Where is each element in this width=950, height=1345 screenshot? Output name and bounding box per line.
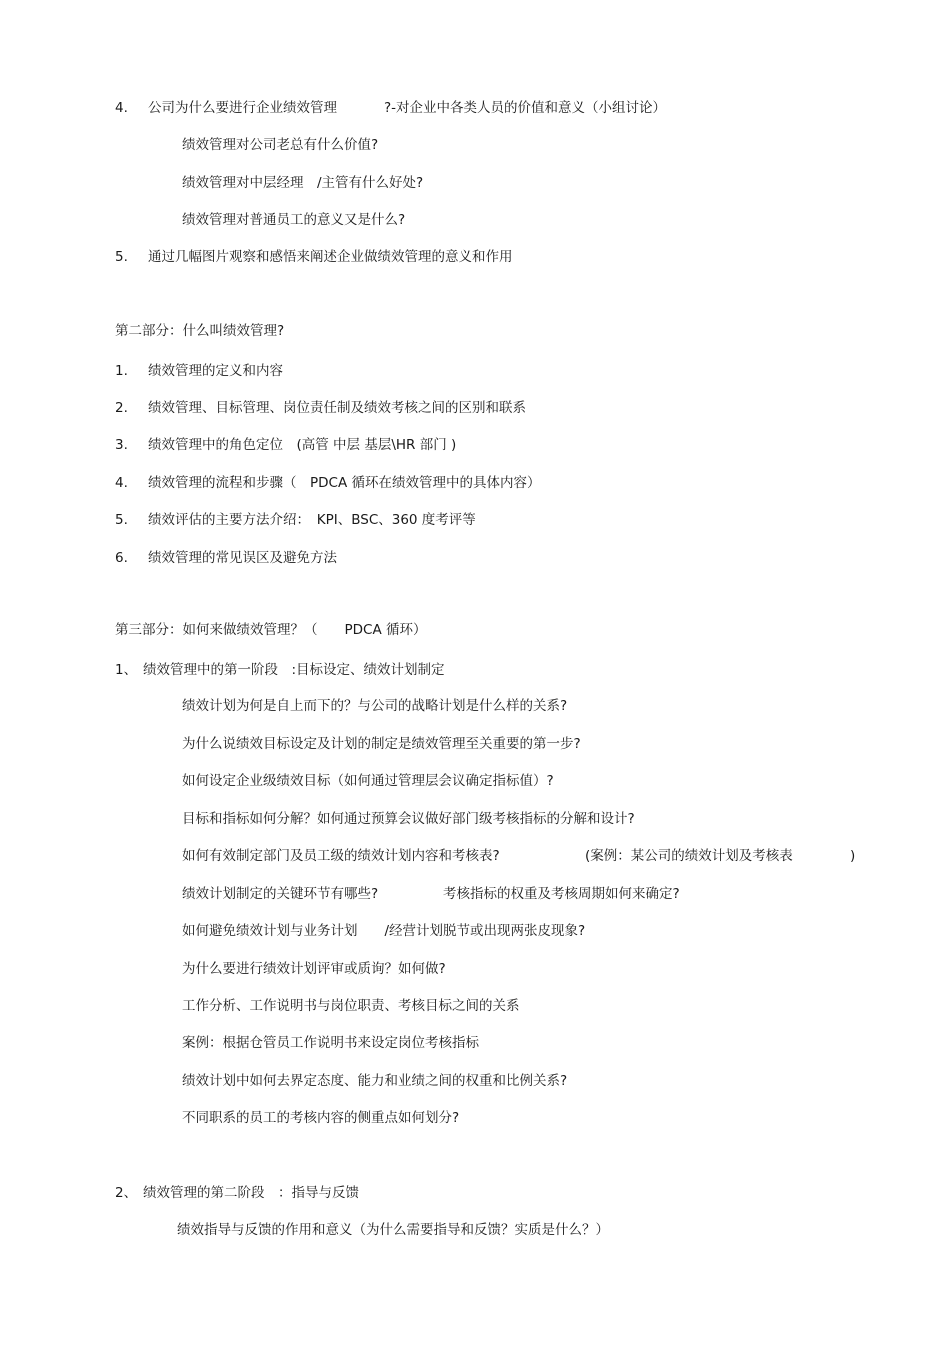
item-number: 2、 — [115, 1185, 138, 1201]
sub-item: 目标和指标如何分解？如何通过预算会议做好部门级考核指标的分解和设计? — [182, 811, 635, 827]
item-number: 2. — [115, 400, 128, 416]
weight-note: 考核指标的权重及考核周期如何来确定? — [443, 886, 680, 902]
sub-item: 绩效管理对中层经理 /主管有什么好处? — [182, 175, 424, 191]
item-text: 绩效管理的常见误区及避免方法 — [148, 550, 337, 566]
item-text: 绩效管理的第二阶段 ：指导与反馈 — [143, 1185, 359, 1201]
item-number: 5. — [115, 512, 128, 528]
sub-item: 不同职系的员工的考核内容的侧重点如何划分? — [182, 1110, 460, 1126]
sub-item: 绩效管理对普通员工的意义又是什么? — [182, 212, 406, 228]
sub-item: 绩效管理对公司老总有什么价值? — [182, 137, 379, 153]
item-text: 绩效管理的流程和步骤（ PDCA 循环在绩效管理中的具体内容） — [148, 475, 541, 491]
sub-item: 工作分析、工作说明书与岗位职责、考核目标之间的关系 — [182, 998, 520, 1014]
item-number: 4. — [115, 475, 128, 491]
item-text: 绩效管理的定义和内容 — [148, 363, 283, 379]
section-heading: 第三部分：如何来做绩效管理？（ PDCA 循环） — [115, 622, 427, 638]
sub-item: 案例：根据仓管员工作说明书来设定岗位考核指标 — [182, 1035, 479, 1051]
sub-item: 绩效计划制定的关键环节有哪些? — [182, 886, 379, 902]
item-number: 3. — [115, 437, 128, 453]
item-text: 绩效管理中的第一阶段 :目标设定、绩效计划制定 — [143, 662, 445, 678]
item-number: 6. — [115, 550, 128, 566]
sub-item: 如何避免绩效计划与业务计划 /经营计划脱节或出现两张皮现象? — [182, 923, 586, 939]
item-text: 绩效管理中的角色定位 (高管 中层 基层\HR 部门 ) — [148, 437, 457, 453]
sub-item: 为什么要进行绩效计划评审或质询？如何做? — [182, 961, 446, 977]
section-heading: 第二部分：什么叫绩效管理? — [115, 323, 285, 339]
item-text: 公司为什么要进行企业绩效管理 — [148, 100, 337, 116]
sub-item: 绩效计划中如何去界定态度、能力和业绩之间的权重和比例关系? — [182, 1073, 568, 1089]
sub-item: 绩效指导与反馈的作用和意义（为什么需要指导和反馈？实质是什么？） — [177, 1222, 609, 1238]
sub-item: 如何设定企业级绩效目标（如何通过管理层会议确定指标值）? — [182, 773, 554, 789]
item-text-tail: ?-对企业中各类人员的价值和意义（小组讨论） — [384, 100, 667, 116]
item-number: 4. — [115, 100, 128, 116]
item-text: 通过几幅图片观察和感悟来阐述企业做绩效管理的意义和作用 — [148, 249, 513, 265]
item-text: 绩效管理、目标管理、岗位责任制及绩效考核之间的区别和联系 — [148, 400, 526, 416]
sub-item: 为什么说绩效目标设定及计划的制定是绩效管理至关重要的第一步? — [182, 736, 581, 752]
item-number: 1、 — [115, 662, 138, 678]
item-number: 5. — [115, 249, 128, 265]
item-number: 1. — [115, 363, 128, 379]
sub-item: 绩效计划为何是自上而下的？与公司的战略计划是什么样的关系? — [182, 698, 568, 714]
sub-item: 如何有效制定部门及员工级的绩效计划内容和考核表? — [182, 848, 500, 864]
case-note-close: ) — [850, 848, 856, 864]
case-note: (案例：某公司的绩效计划及考核表 — [585, 848, 793, 864]
item-text: 绩效评估的主要方法介绍： KPI、BSC、360 度考评等 — [148, 512, 476, 528]
